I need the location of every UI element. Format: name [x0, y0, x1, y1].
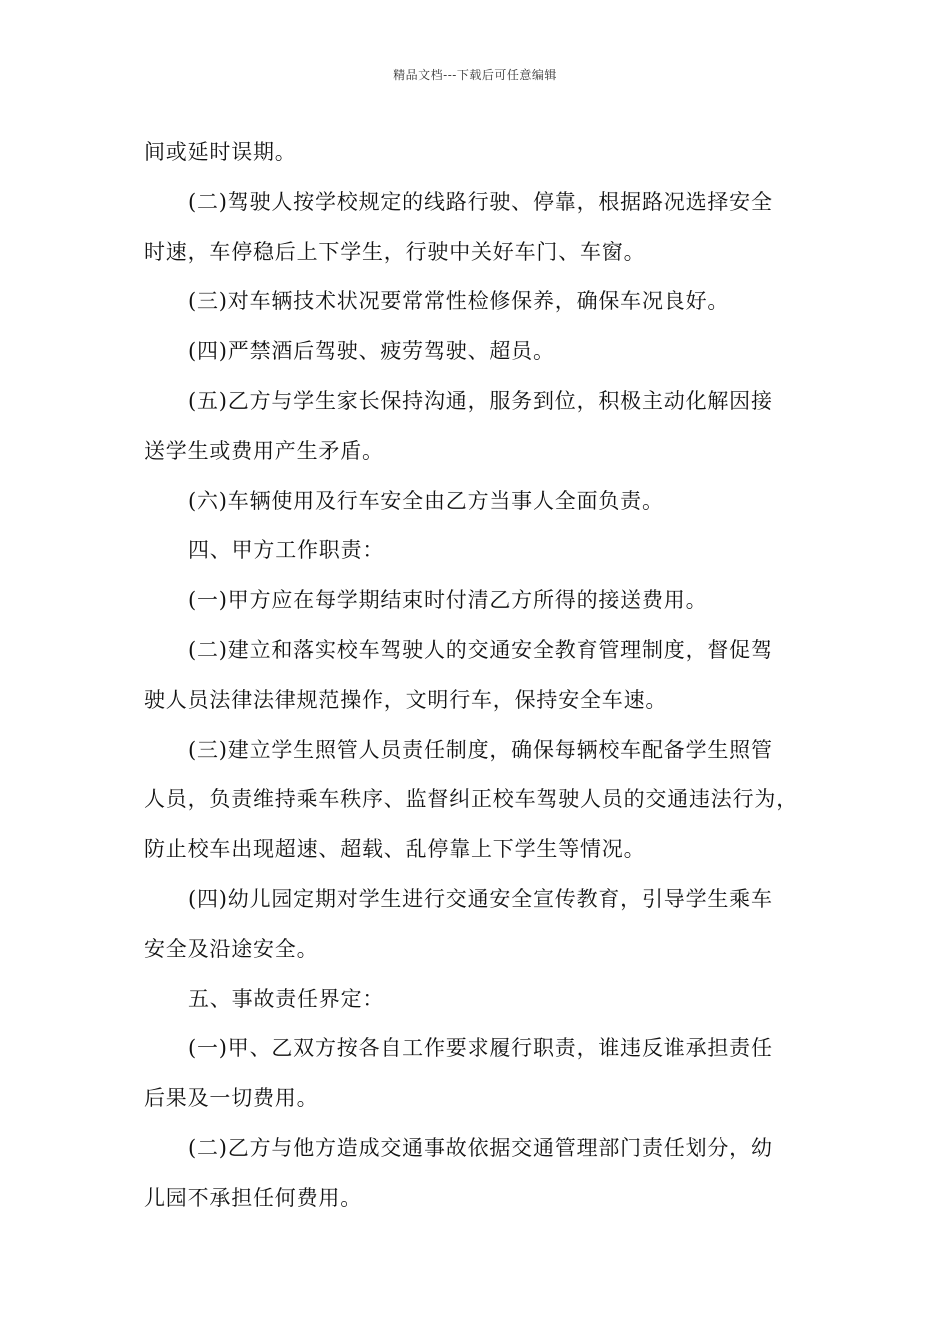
- text-line: 送学生或费用产生矛盾。: [144, 438, 384, 463]
- text-line: (三)对车辆技术状况要常常性检修保养，确保车况良好。: [188, 289, 730, 314]
- text-line: (五)乙方与学生家长保持沟通，服务到位，积极主动化解因接: [188, 388, 773, 413]
- section-heading: 五、事故责任界定：: [188, 986, 385, 1011]
- text-line: 人员，负责维持乘车秩序、监督纠正校车驾驶人员的交通违法行为，: [144, 787, 798, 812]
- text-line: (二)建立和落实校车驾驶人的交通安全教育管理制度，督促驾: [188, 637, 773, 662]
- text-line: 安全及沿途安全。: [144, 936, 319, 961]
- text-line: (六)车辆使用及行车安全由乙方当事人全面负责。: [188, 488, 664, 513]
- text-line: 间或延时误期。: [144, 140, 297, 164]
- text-line: 驶人员法律法律规范操作，文明行车，保持安全车速。: [144, 687, 668, 712]
- document-body: [144, 128, 816, 1224]
- text-line: 儿园不承担任何费用。: [144, 1185, 362, 1210]
- text-line: (一)甲、乙双方按各自工作要求履行职责，谁违反谁承担责任: [188, 1036, 773, 1061]
- page-header: 精品文档---下载后可任意编辑: [393, 68, 557, 82]
- section-heading: 四、甲方工作职责：: [188, 538, 385, 563]
- text-line: 时速，车停稳后上下学生，行驶中关好车门、车窗。: [144, 239, 646, 264]
- text-line: (三)建立学生照管人员责任制度，确保每辆校车配备学生照管: [188, 737, 773, 762]
- text-line: (四)严禁酒后驾驶、疲劳驾驶、超员。: [188, 339, 555, 364]
- text-line: (二)乙方与他方造成交通事故依据交通管理部门责任划分，幼: [188, 1135, 773, 1160]
- text-line: 防止校车出现超速、超载、乱停靠上下学生等情况。: [144, 837, 646, 862]
- text-line: (四)幼儿园定期对学生进行交通安全宣传教育，引导学生乘车: [188, 886, 773, 911]
- text-line: 后果及一切费用。: [144, 1086, 319, 1111]
- text-line: (二)驾驶人按学校规定的线路行驶、停靠，根据路况选择安全: [188, 189, 773, 214]
- text-line: (一)甲方应在每学期结束时付清乙方所得的接送费用。: [188, 588, 708, 613]
